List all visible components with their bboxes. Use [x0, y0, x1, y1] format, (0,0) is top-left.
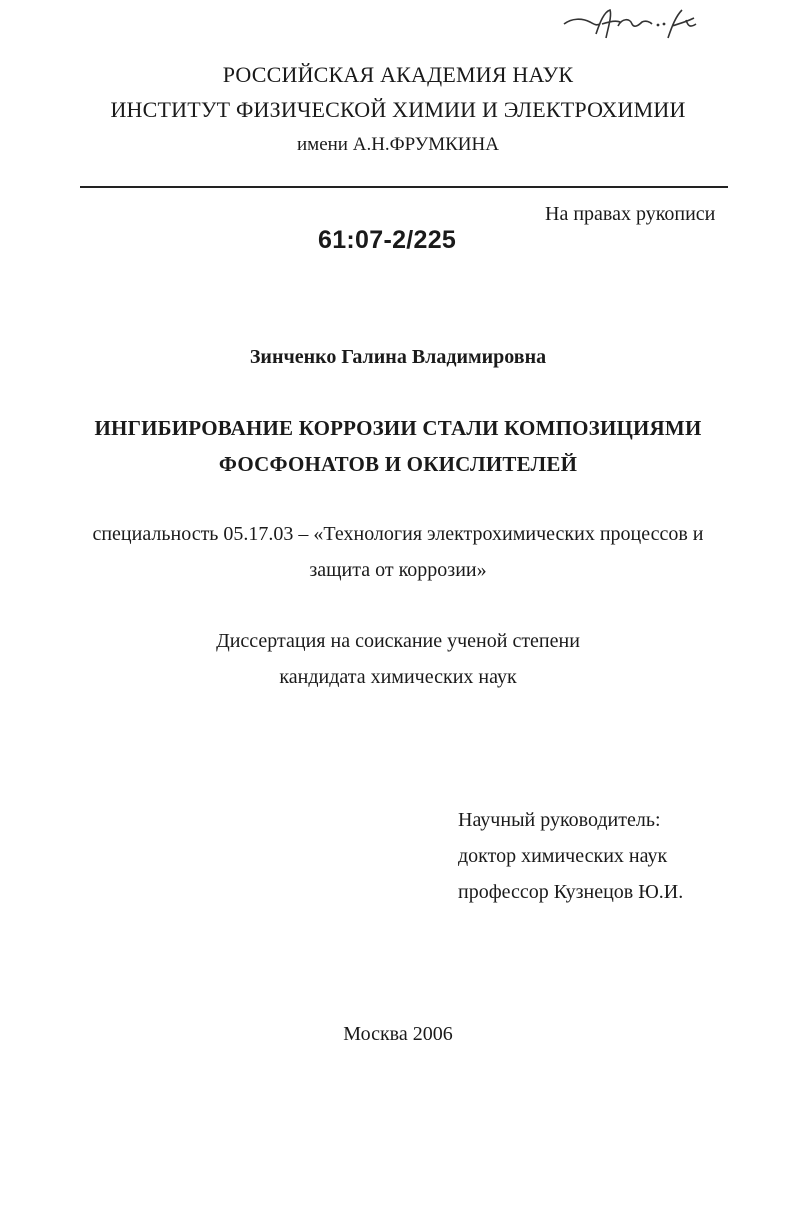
rights-note: На правах рукописи	[545, 203, 716, 225]
place-year: Москва 2006	[343, 1023, 453, 1045]
dissertation-title-line2: ФОСФОНАТОВ И ОКИСЛИТЕЛЕЙ	[218, 452, 578, 476]
degree-line2: кандидата химических наук	[279, 666, 517, 688]
header-divider	[80, 186, 728, 188]
specialty-line2: защита от коррозии»	[309, 559, 487, 581]
specialty-line1: специальность 05.17.03 – «Технология электрохимических процессов и	[92, 523, 704, 545]
institution-name-line3: имени А.Н.ФРУМКИНА	[297, 134, 499, 155]
supervisor-name: профессор Кузнецов Ю.И.	[458, 881, 684, 903]
author-name: Зинченко Галина Владимировна	[249, 346, 547, 368]
dissertation-title-line1: ИНГИБИРОВАНИЕ КОРРОЗИИ СТАЛИ КОМПОЗИЦИЯМИ	[94, 416, 702, 440]
supervisor-label: Научный руководитель:	[458, 809, 661, 831]
catalog-code-stamp: 61:07-2/225	[318, 226, 457, 254]
degree-line1: Диссертация на соискание ученой степени	[216, 630, 580, 652]
supervisor-degree: доктор химических наук	[458, 845, 668, 867]
institution-name-line2: ИНСТИТУТ ФИЗИЧЕСКОЙ ХИМИИ И ЭЛЕКТРОХИМИИ	[110, 97, 686, 122]
institution-name-line1: РОССИЙСКАЯ АКАДЕМИЯ НАУК	[222, 62, 574, 87]
signature-image	[560, 4, 700, 52]
